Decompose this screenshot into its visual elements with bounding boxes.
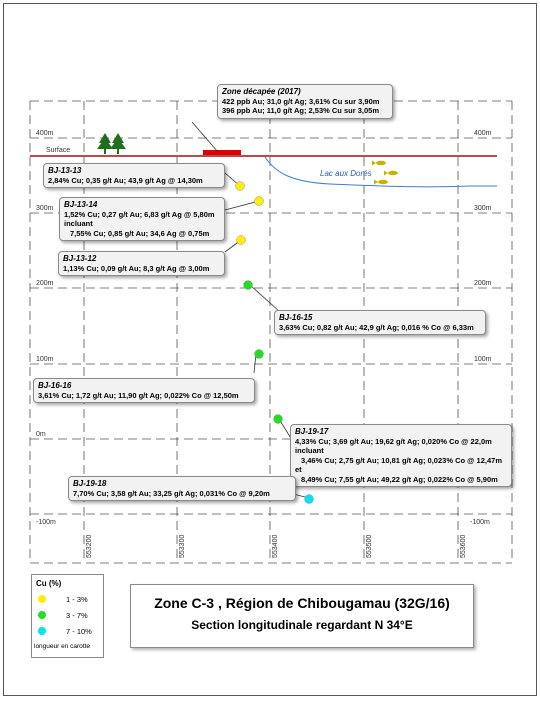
assay-line: 1,52% Cu; 0,27 g/t Au; 6,83 g/t Ag @ 5,80m	[64, 209, 215, 219]
legend-item	[38, 609, 102, 621]
title-line-2: Section longitudinale regardant N 34°E	[191, 618, 413, 632]
elev-left-100: 100m	[36, 356, 54, 363]
legend-item	[38, 625, 102, 637]
drillhole-id: BJ-16-16	[38, 381, 72, 390]
assay-line: incluant	[64, 219, 93, 228]
drillhole-id: BJ-13-13	[48, 166, 82, 175]
drillhole-marker-bj-16-16[interactable]	[255, 350, 264, 359]
elev-right-100: 100m	[474, 356, 492, 363]
assay-line: 2,84% Cu; 0,35 g/t Au; 43,9 g/t Ag @ 14,30m	[48, 175, 203, 185]
callout-line: 422 ppb Au; 31,0 g/t Ag; 3,61% Cu sur 3,90m	[222, 96, 380, 106]
elev-left-400: 400m	[36, 130, 54, 137]
assay-line: et	[295, 465, 302, 474]
legend-label: 1 - 3%	[66, 595, 88, 604]
callout-bj-13-14	[59, 197, 225, 241]
callout-bj-19-18	[68, 476, 296, 501]
callout-bj-19-17	[290, 424, 512, 487]
callout-title: Zone décapée (2017)	[222, 87, 301, 96]
legend-footnote: longueur en carotte	[34, 643, 91, 650]
assay-line: 3,46% Cu; 2,75 g/t Au; 10,81 g/t Ag; 0,023% Co @ 12,47m	[301, 455, 502, 465]
drillhole-marker-bj-13-13[interactable]	[236, 182, 245, 191]
assay-line: 7,70% Cu; 3,58 g/t Au; 33,25 g/t Ag; 0,031% Co @ 9,20m	[73, 488, 270, 498]
legend	[31, 574, 104, 658]
legend-item	[38, 593, 102, 605]
tree-icon	[97, 133, 126, 154]
elev-left-300: 300m	[36, 205, 54, 212]
elev-right-400: 400m	[474, 130, 492, 137]
drillhole-id: BJ-19-17	[295, 427, 329, 436]
elev-left-neg100: -100m	[36, 519, 56, 526]
easting-label: 553200	[86, 534, 93, 558]
surface-label: Surface	[46, 147, 71, 154]
legend-label: 3 - 7%	[66, 611, 88, 620]
assay-line: 3,63% Cu; 0,82 g/t Au; 42,9 g/t Ag; 0,016 % Co @ 6,33m	[279, 322, 474, 332]
fish-icon	[372, 161, 398, 185]
legend-title: Cu (%)	[36, 579, 62, 588]
drillhole-id: BJ-13-14	[64, 200, 98, 209]
legend-swatch	[38, 627, 46, 635]
drillhole-marker-bj-13-12[interactable]	[237, 236, 246, 245]
lake-label: Lac aux Dorés	[320, 169, 372, 178]
drillhole-marker-bj-13-14[interactable]	[255, 197, 264, 206]
drillhole-marker-bj-19-18[interactable]	[305, 495, 314, 504]
easting-label: 553300	[179, 534, 186, 558]
elev-left-0: 0m	[36, 431, 46, 438]
callout-bj-13-12	[58, 251, 225, 276]
assay-line: 7,55% Cu; 0,85 g/t Au; 34,6 Ag @ 0,75m	[70, 228, 210, 238]
easting-label: 553500	[366, 534, 373, 558]
callout-stripped-zone	[217, 84, 393, 119]
leader-line	[225, 201, 259, 210]
assay-line: 4,33% Cu; 3,69 g/t Au; 19,62 g/t Ag; 0,020% Co @ 22,0m	[295, 436, 492, 446]
assay-line: incluant	[295, 446, 324, 455]
easting-label: 553600	[460, 534, 467, 558]
assay-line: 8,49% Cu; 7,55 g/t Au; 49,22 g/t Ag; 0,022% Co @ 5,90m	[301, 474, 498, 484]
elev-left-200: 200m	[36, 280, 54, 287]
title-block	[130, 584, 474, 648]
drillhole-id: BJ-16-15	[279, 313, 313, 322]
callout-bj-13-13	[43, 163, 225, 188]
elev-right-300: 300m	[474, 205, 492, 212]
drillhole-id: BJ-19-18	[73, 479, 107, 488]
leader-line	[192, 122, 218, 152]
leader-line	[250, 285, 280, 312]
easting-label: 553400	[272, 534, 279, 558]
drillhole-id: BJ-13-12	[63, 254, 97, 263]
drillhole-marker-bj-19-17[interactable]	[274, 415, 283, 424]
elev-right-neg100: -100m	[470, 519, 490, 526]
elev-right-200: 200m	[474, 280, 492, 287]
legend-label: 7 - 10%	[66, 627, 92, 636]
callout-bj-16-15	[274, 310, 486, 335]
callout-bj-16-16	[33, 378, 255, 403]
assay-line: 1,13% Cu; 0,09 g/t Au; 8,3 g/t Ag @ 3,00m	[63, 263, 210, 273]
drillhole-marker-bj-16-15[interactable]	[244, 281, 253, 290]
assay-line: 3,61% Cu; 1,72 g/t Au; 11,90 g/t Ag; 0,022% Co @ 12,50m	[38, 390, 239, 400]
title-line-1: Zone C-3 , Région de Chibougamau (32G/16)	[154, 595, 450, 611]
stripped-zone-bar	[203, 150, 241, 155]
legend-swatch	[38, 611, 46, 619]
legend-swatch	[38, 595, 46, 603]
callout-line: 396 ppb Au; 11,0 g/t Ag; 2,53% Cu sur 3,05m	[222, 106, 379, 115]
